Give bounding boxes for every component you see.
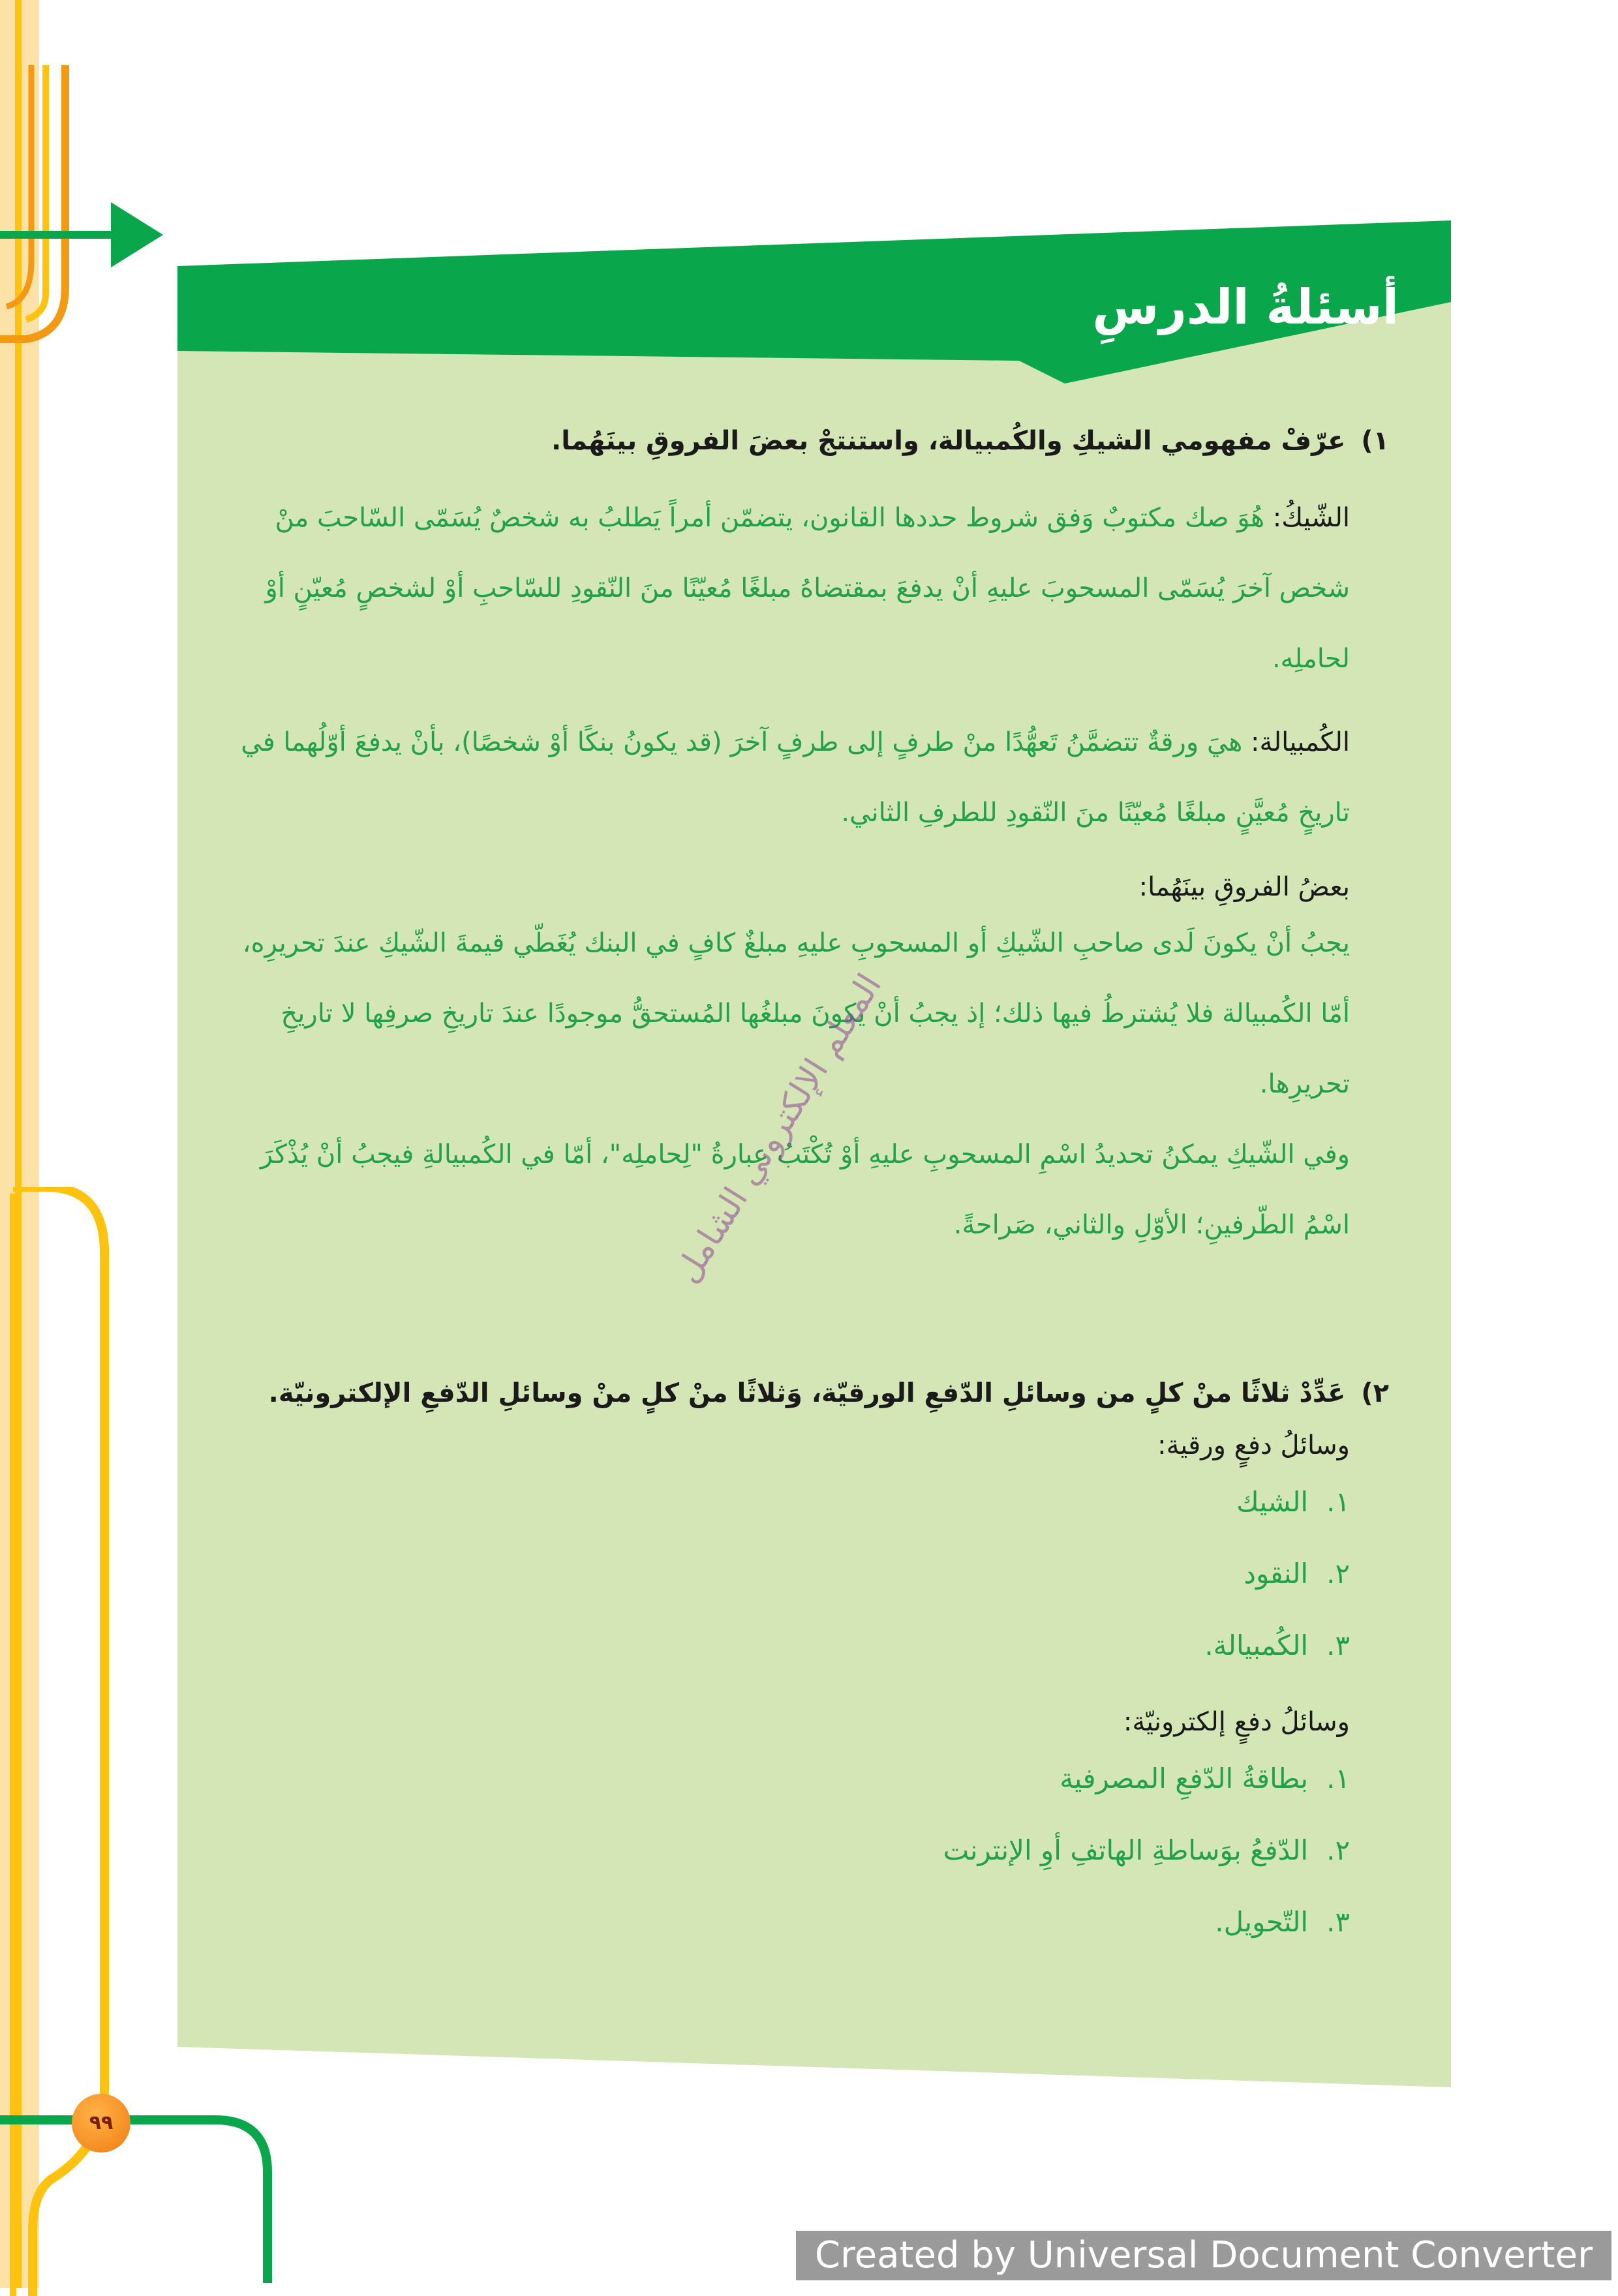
item-text: النقود: [1244, 1558, 1309, 1590]
bill-definition-text: هيَ ورقةٌ تتضمَّنُ تَعهُّدًا منْ طرفٍ إلى طرفٍ آخرَ (قد يكونُ بنكًا أوْ شخصًا)، بأنْ يدفعَ أوّلُهما في تاريخٍ مُعيَّنٍ مبلغًا مُعيّنًا منَ النّقودِ للطرفِ الثاني.: [241, 727, 1350, 828]
item-number: ٣.: [1326, 1629, 1350, 1661]
green-arrow-icon: [111, 202, 163, 267]
paper-method-item: [208, 1610, 1389, 1682]
question-2-text: [208, 1375, 1389, 1412]
item-text: الشيك: [1236, 1486, 1309, 1518]
question-1-text: [208, 423, 1389, 459]
cheque-definition-text: هُوَ صك مكتوبٌ وَفق شروط حددها القانون، يتضمّن أمراً يَطلبُ به شخصٌ يُسَمّى السّاحبَ منْ شخص آخرَ يُسَمّى المسحوبَ عليهِ أنْ يدفعَ بمقتضاهُ مبلغًا مُعيّنًا منَ النّقودِ للسّاحبِ أوْ لشخصٍ مُعيّنٍ أوْ لحاملِه.: [265, 503, 1350, 674]
paper-method-item: [208, 1538, 1389, 1610]
paper-method-item: [208, 1466, 1389, 1538]
item-text: التّحويل.: [1215, 1906, 1309, 1938]
question-1-number: ١): [1361, 426, 1389, 456]
electronic-methods-heading: وسائلُ دفعٍ إلكترونيّة:: [1123, 1707, 1350, 1737]
item-number: ٢.: [1326, 1834, 1350, 1866]
lesson-title: أسئلةُ الدرسِ: [1092, 279, 1399, 335]
bill-term: الكُمبيالة:: [1251, 727, 1350, 757]
paper-methods-heading: وسائلُ دفعٍ ورقية:: [1157, 1430, 1350, 1460]
electronic-method-item: [208, 1886, 1389, 1958]
item-number: ٣.: [1326, 1906, 1350, 1938]
item-text: بطاقةُ الدّفعِ المصرفية: [1060, 1762, 1309, 1794]
question-2-prompt: عَدِّدْ ثلاثًا منْ كلٍ من وسائلِ الدّفعِ الورقيّة، وَثلاثًا منْ كلٍ منْ وسائلِ الدّفعِ الإلكترونيّة.: [268, 1378, 1346, 1408]
bottom-green-line: [0, 2074, 287, 2283]
bill-definition: [208, 707, 1389, 848]
item-number: ٢.: [1326, 1558, 1350, 1590]
watermark-text: المعلم الإلكتروني الشامل: [667, 967, 890, 1290]
item-number: ١.: [1326, 1762, 1350, 1794]
item-text: الكُمبيالة.: [1204, 1629, 1309, 1661]
difference-2: وفي الشّيكِ يمكنُ تحديدُ اسْمِ المسحوبِ عليهِ أوْ تُكْتَبُ عبارةُ "لِحاملِه"، أمّا في الكُمبيالةِ فيجبُ أنْ يُذْكَرَ اسْمُ الطّرفينِ؛ الأوّلِ والثاني، صَراحةً.: [260, 1140, 1350, 1240]
item-text: الدّفعُ بوَساطةِ الهاتفِ أوِ الإنترنت: [943, 1834, 1309, 1866]
cheque-term: الشّيكُ:: [1272, 503, 1350, 533]
question-2: [208, 1375, 1389, 1958]
question-1-prompt: عرّفْ مفهومي الشيكِ والكُمبيالة، واستنتجْ بعضَ الفروقِ بينَهُما.: [551, 426, 1346, 456]
differences-heading: بعضُ الفروقِ بينَهُما:: [1138, 872, 1350, 902]
cheque-definition: [208, 483, 1389, 694]
question-1: [208, 423, 1389, 1260]
item-number: ١.: [1326, 1486, 1350, 1518]
lesson-questions-panel: [177, 220, 1451, 2087]
electronic-method-item: [208, 1743, 1389, 1815]
question-2-number: ٢): [1361, 1378, 1389, 1408]
top-left-lines: [0, 0, 183, 365]
difference-1: يجبُ أنْ يكونَ لَدى صاحبِ الشّيكِ أو المسحوبِ عليهِ مبلغٌ كافٍ في البنك يُغَطّي قيمةَ الشّيكِ عندَ تحريرِه، أمّا الكُمبيالة فلا يُشترطُ فيها ذلك؛ إذ يجبُ أنْ يكونَ مبلغُها المُستحقُّ موجودًا عندَ تاريخِ صرفِها لا تاريخِ تحريرِها.: [242, 928, 1350, 1099]
page-number: ٩٩: [72, 2094, 130, 2152]
converter-banner: Created by Universal Document Converter: [796, 2231, 1611, 2280]
electronic-method-item: [208, 1815, 1389, 1886]
